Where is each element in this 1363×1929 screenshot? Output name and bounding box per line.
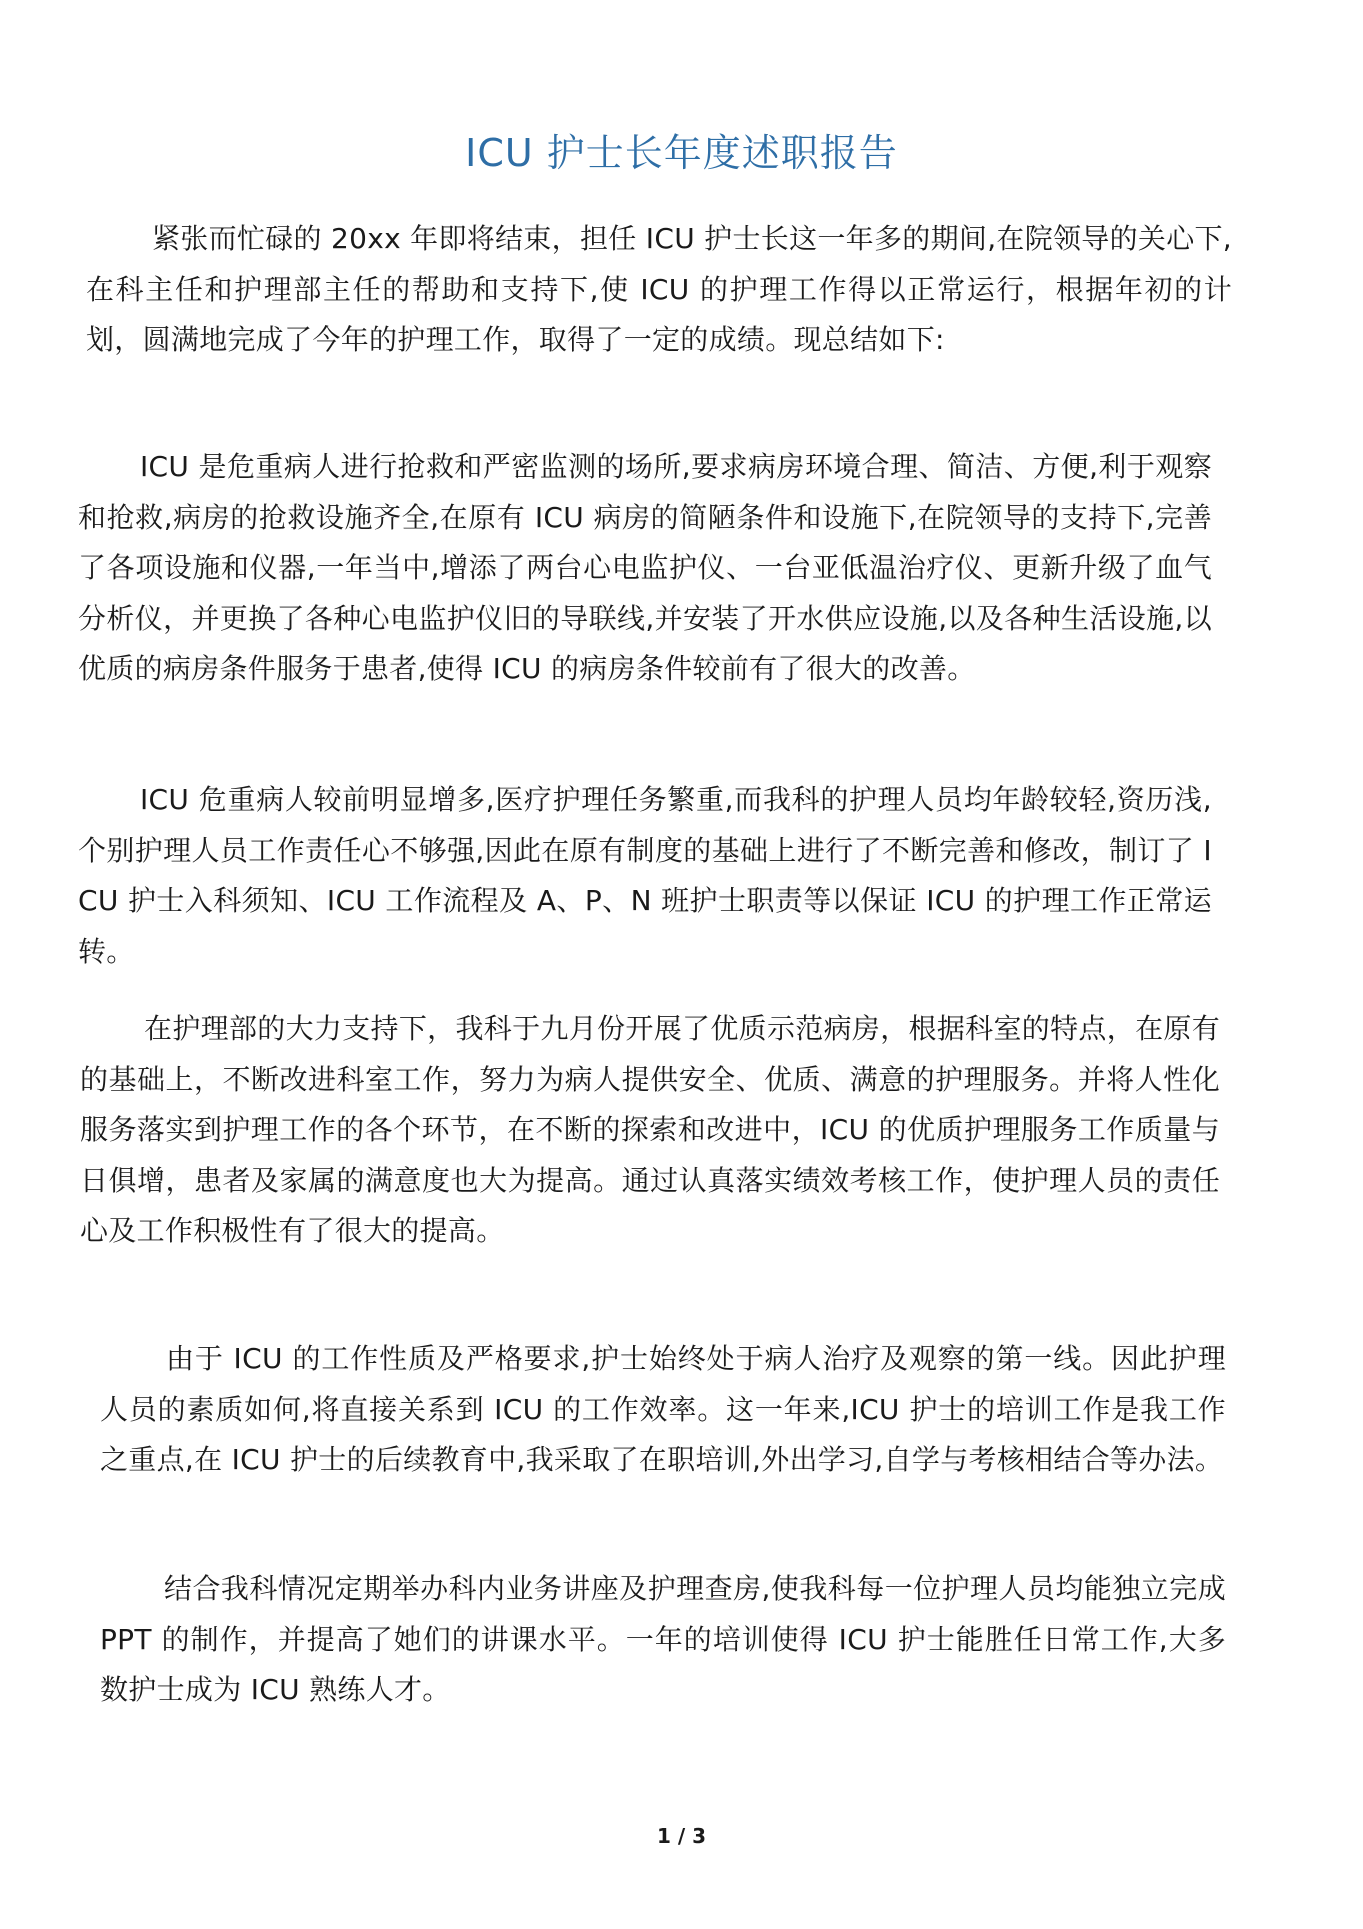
paragraph-lectures: 结合我科情况定期举办科内业务讲座及护理查房,使我科每一位护理人员均能独立完成 PPT 的制作，并提高了她们的讲课水平。一年的培训使得 ICU 护士能胜任日常工作,大多数护士成为 ICU 熟练人才。 [100, 1572, 1226, 1706]
paragraph-intro: 紧张而忙碌的 20xx 年即将结束，担任 ICU 护士长这一年多的期间,在院领导的关心下,在科主任和护理部主任的帮助和支持下,使 ICU 的护理工作得以正常运行，根据年初的计划，圆满地完成了今年的护理工作，取得了一定的成绩。现总结如下: [86, 222, 1232, 356]
paragraph-training: 由于 ICU 的工作性质及严格要求,护士始终处于病人治疗及观察的第一线。因此护理人员的素质如何,将直接关系到 ICU 的工作效率。这一年来,ICU 护士的培训工作是我工作之重点,在 ICU 护士的后续教育中,我采取了在职培训,外出学习,自学与考核相结合等办法。 [100, 1342, 1226, 1476]
paragraph-facilities: ICU 是危重病人进行抢救和严密监测的场所,要求病房环境合理、简洁、方便,利于观察和抢救,病房的抢救设施齐全,在原有 ICU 病房的简陋条件和设施下,在院领导的支持下,完善了各项设施和仪器,一年当中,增添了两台心电监护仪、一台亚低温治疗仪、更新升级了血气分析仪，并更换了各种心电监护仪旧的导联线,并安装了开水供应设施,以及各种生活设施,以优质的病房条件服务于患者,使得 ICU 的病房条件较前有了很大的改善。 [78, 450, 1212, 685]
document-title: ICU 护士长年度述职报告 [465, 131, 898, 175]
page-number: 1 / 3 [656, 1824, 707, 1848]
paragraph-quality-service: 在护理部的大力支持下，我科于九月份开展了优质示范病房，根据科室的特点，在原有的基础上，不断改进科室工作，努力为病人提供安全、优质、满意的护理服务。并将人性化服务落实到护理工作的各个环节，在不断的探索和改进中，ICU 的优质护理服务工作质量与日俱增，患者及家属的满意度也大为提高。通过认真落实绩效考核工作，使护理人员的责任心及工作积极性有了很大的提高。 [80, 1012, 1220, 1247]
paragraph-regulations: ICU 危重病人较前明显增多,医疗护理任务繁重,而我科的护理人员均年龄较轻,资历浅,个别护理人员工作责任心不够强,因此在原有制度的基础上进行了不断完善和修改，制订了 ICU 护士入科须知、ICU 工作流程及 A、P、N 班护士职责等以保证 ICU 的护理工作正常运转。 [78, 783, 1212, 968]
